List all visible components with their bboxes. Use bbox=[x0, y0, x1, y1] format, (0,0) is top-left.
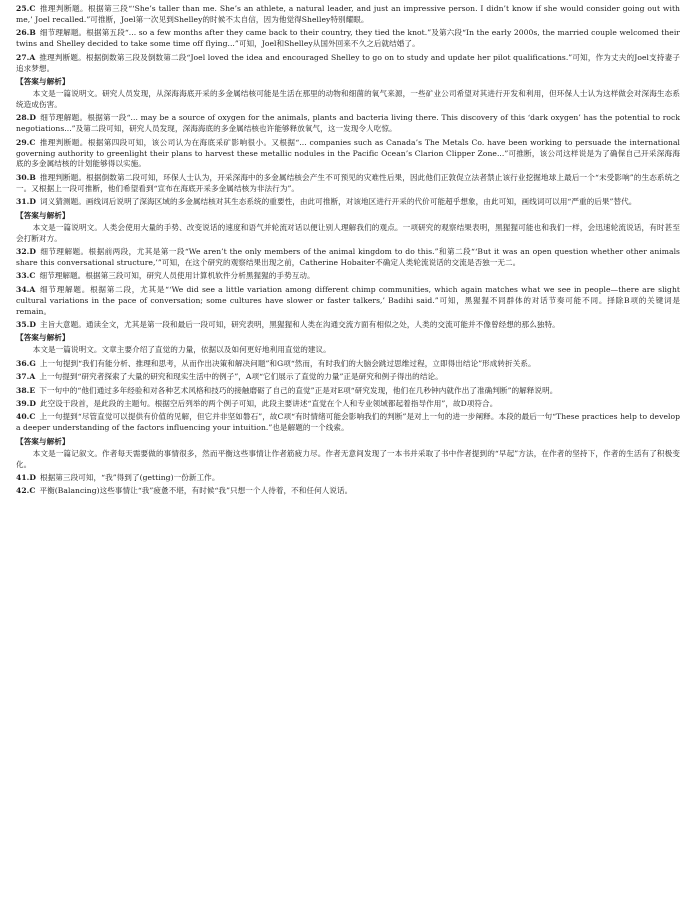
section-header-c: 【答案与解析】 bbox=[16, 77, 70, 87]
answer-entry-27: 27.A 推理判断题。根据倒数第三段及倒数第二段“Joel loved the idea and encouraged Shelley to go on to study and update her pilot qualifications.”可知，作为丈夫的Joel支持妻子追求梦想。 bbox=[16, 52, 680, 73]
answer-entry-32: 32.D 细节理解题。根据前两段，尤其是第一段“We aren’t the only members of the animal kingdom to do this.”和第二段“‘But it was an open question whether other animals share this conversational structure,’”可知，在这个研究的观察结果出现之前，Catherine Hobaiter不确定人类轮流说话的交流是否独一无二。 bbox=[16, 246, 680, 267]
answer-entry-30: 30.B 推理判断题。根据倒数第二段可知，环保人士认为，开采深海中的多金属结核会产生不可预见的灾难性后果，因此他们正敦促立法者禁止该行业挖掘地球上最后一个“未受影响”的生态系统之一。又根据上一段可推断，他们希望看到“宣布在海底开采多金属结核为非法行为”。 bbox=[16, 172, 680, 193]
answer-entry-34: 34.A 细节理解题。根据第二段，尤其是“‘We did see a little variation among different chimp communities, which again matches what we see in people—there are slight cultural variations in the pace of conversation; some cultures have slower or faster talkers,’ Badihi said.”可知，黑猩猩不同群体的对话节奏可能不同。择除B项的关键词是remain。 bbox=[16, 284, 680, 316]
answer-entry-36: 36.G 上一句提到“我们有能分析、推理和思考，从而作出决策和解决问题”和G项“然而，有时我们的大脑会跳过思维过程，立即得出结论”形成转折关系。 bbox=[16, 358, 536, 368]
section-header-cloze: 【答案与解析】 bbox=[16, 436, 70, 446]
answer-entry-33: 33.C 细节理解题。根据第三段可知，研究人员使用计算机软件分析黑猩猩的手势互动。 bbox=[16, 271, 315, 281]
answer-entry-31: 31.D 词义猜测题。画线词后说明了深海区域的多金属结核对其生态系统的重要性，由此可推断，对该地区进行开采的代价可能超乎想象，由此可知，画线词可以用“严重的后果”替代。 bbox=[16, 197, 637, 207]
passage-summary-d: 本文是一篇说明文。人类会使用大量的手势、改变说话的速度和语气并轮流对话以便让别人理解我们的观点。一项研究的观察结果表明，黑猩猩可能也和我们一样，会迅速轮流说话，有时甚至会打断对方。 bbox=[16, 222, 680, 243]
section-header-seven-choose-five: 【答案与解析】 bbox=[16, 333, 70, 343]
passage-summary-cloze: 本文是一篇记叙文。作者每天需要做的事情很多，然而平衡这些事情让作者筋疲力尽。作者无意间发现了一本书并采取了书中作者提到的“早起”方法，在作者的坚持下，作者的生活有了积极变化。 bbox=[16, 448, 680, 469]
answer-entry-28: 28.D 细节理解题。根据第一段“... may be a source of oxygen for the animals, plants and bacteria living there. This discovery of this ‘dark oxygen’ has the potential to rock negotiations...”及第二段可知，研究人员发现，深海海底的多金属结核也许能够释放氧气，这一发现令人吃惊。 bbox=[16, 113, 680, 134]
answer-entry-40: 40.C 上一句提到“尽管直觉可以提供有价值的见解，但它并非坚如磐石”，故C项“有时情绪可能会影响我们的判断”是对上一句的进一步阐释。本段的最后一句“These practices help to develop a deeper understanding of the factors influencing your intuition.”也是解题的一个线索。 bbox=[16, 412, 680, 433]
passage-summary-c: 本文是一篇说明文。研究人员发现，从深海海底开采的多金属结核可能是生活在那里的动物和细菌的氧气来源，一些矿业公司希望对其进行开发和利用，但环保人士认为这样做会对深海生态系统造成伤害。 bbox=[16, 88, 680, 109]
answer-entry-42: 42.C 平衡(Balancing)这些事情让“我”疲惫不堪，有时候“我”只想一个人待着，不和任何人说话。 bbox=[16, 486, 353, 496]
answer-entry-39: 39.D 此空设于段首，是此段的主题句。根据空后列举的两个例子可知，此段主要讲述“直觉在个人和专业领域都起着指导作用”，故D项符合。 bbox=[16, 399, 498, 408]
answer-entry-26: 26.B 细节理解题。根据第五段“... so a few months after they came back to their country, they tied the knot.”及第六段“In the early 2000s, the married couple welcomed their twins and Shelley decided to take some time off flying...”可知，Joel和Shelley从国外回来不久之后就结婚了。 bbox=[16, 28, 680, 49]
answer-entry-35: 35.D 主旨大意题。通读全文，尤其是第一段和最后一段可知，研究表明，黑猩猩和人类在沟通交流方面有相似之处，人类的交流可能并不像曾经想的那么独特。 bbox=[16, 319, 560, 329]
passage-summary-seven-choose-five: 本文是一篇说明文。文章主要介绍了直觉的力量，依据以及如何更好地利用直觉的建议。 bbox=[32, 345, 331, 355]
answer-entry-25: 25.C 推理判断题。根据第三段“‘She’s taller than me. She’s an athlete, a natural leader, and just an impressive person. I didn’t know if she would consider going out with me,’ Joel recalled.”可推断，Joel第一次见到Shelley的时候不太自信，因为他觉得Shelley特别耀眼。 bbox=[16, 4, 680, 24]
answer-entry-29: 29.C 推理判断题。根据第四段可知，该公司认为在海底采矿影响很小。又根据“... companies such as Canada’s The Metals Co. have been working to persuade the international governing authority to greenlight their plans to harvest these metallic nodules in the Pacific Ocean’s Clarion Clipper Zone...”可推断，该公司这样说是为了确保自己开采深海海底的多金属结核的计划能够得以实施。 bbox=[16, 137, 680, 169]
answer-entry-37: 37.A 上一句提到“研究者探索了大量的研究和现实生活中的例子”，A项“它们展示了直觉的力量”正是研究和例子得出的结论。 bbox=[16, 372, 443, 382]
answer-key-page bbox=[16, 4, 680, 500]
section-header-d: 【答案与解析】 bbox=[16, 210, 70, 220]
answer-entry-41: 41.D 根据第三段可知，“我”得到了(getting)一份新工作。 bbox=[16, 473, 220, 483]
answer-entry-38: 38.E 下一句中的“他们通过多年经验和对各种艺术风格和技巧的接触磨砺了自己的直觉”正是对E项“研究发现，他们在几秒钟内就作出了准确判断”的解释说明。 bbox=[16, 385, 558, 395]
